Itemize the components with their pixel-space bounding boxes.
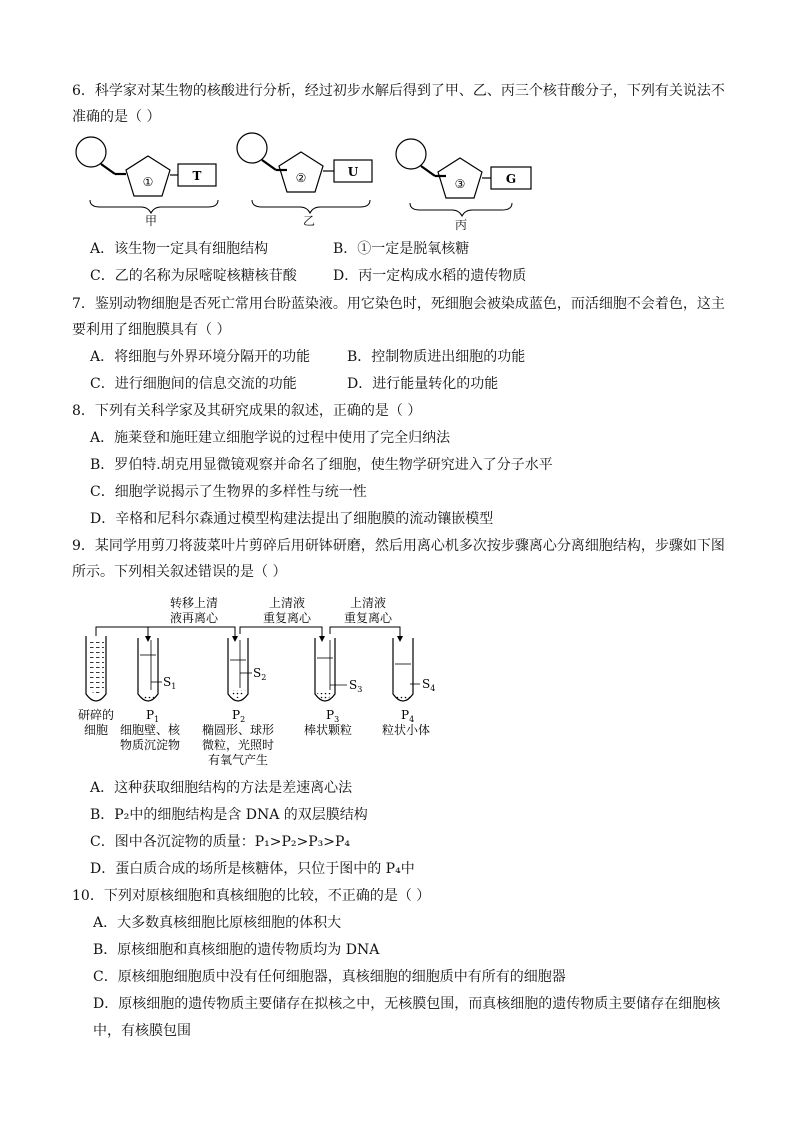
- base-letter: U: [347, 165, 359, 179]
- tube0-desc-l1: 研碎的: [77, 708, 115, 722]
- p1-desc-l2: 物质沉淀物: [119, 738, 181, 752]
- q6-option-b[interactable]: B．①一定是脱氧核糖: [333, 241, 470, 257]
- s3-label: $S_3$: [349, 678, 363, 694]
- sugar-number: ③: [454, 177, 466, 191]
- p2-desc-l3: 有氧气产生: [207, 753, 269, 767]
- q10-option-b[interactable]: B．原核细胞和真核细胞的遗传物质均为 DNA: [93, 942, 380, 958]
- base-letter: T: [192, 169, 202, 183]
- step3-label-l2: 重复离心: [343, 611, 393, 625]
- molecule-caption-bing: 丙: [455, 218, 468, 232]
- s1-label: $S_1$: [163, 675, 177, 691]
- q7-option-c[interactable]: C．进行细胞间的信息交流的功能: [90, 376, 297, 392]
- s2-label: $S_2$: [253, 666, 267, 682]
- tube-p1: [138, 638, 162, 701]
- q9-option-a[interactable]: A．这种获取细胞结构的方法是差速离心法: [90, 780, 353, 796]
- q10-option-c[interactable]: C．原核细胞细胞质中没有任何细胞器，真核细胞的细胞质中有所有的细胞器: [93, 969, 566, 985]
- q8-option-d[interactable]: D．辛格和尼科尔森通过模型构建法提出了细胞膜的流动镶嵌模型: [90, 511, 494, 527]
- base-letter: G: [505, 172, 517, 186]
- p1-label: $P_1$: [146, 708, 160, 724]
- q6-option-d[interactable]: D．丙一定构成水稻的遗传物质: [333, 268, 527, 284]
- q10-option-a[interactable]: A．大多数真核细胞比原核细胞的体积大: [93, 915, 342, 931]
- q9-option-d[interactable]: D．蛋白质合成的场所是核糖体，只位于图中的 P₄中: [90, 861, 415, 877]
- q6-stem-line2: 准确的是（ ）: [72, 109, 161, 125]
- tube-p2: [228, 638, 252, 701]
- q9-stem-line2: 所示。下列相关叙述错误的是（ ）: [72, 564, 287, 580]
- q8-option-c[interactable]: C．细胞学说揭示了生物界的多样性与统一性: [90, 484, 367, 500]
- q8-option-a[interactable]: A．施莱登和施旺建立细胞学说的过程中使用了完全归纳法: [90, 430, 451, 446]
- q9-option-b[interactable]: B．P₂中的细胞结构是含 DNA 的双层膜结构: [90, 807, 368, 823]
- p2-label: $P_2$: [232, 708, 246, 724]
- p3-desc-l1: 棒状颗粒: [303, 723, 353, 737]
- q8-option-b[interactable]: B．罗伯特.胡克用显微镜观察并命名了细胞，使生物学研究进入了分子水平: [90, 457, 553, 473]
- q7-option-b[interactable]: B．控制物质进出细胞的功能: [347, 349, 526, 365]
- q9-option-c[interactable]: C．图中各沉淀物的质量：P₁>P₂>P₃>P₄: [90, 834, 351, 850]
- molecule-caption-yi: 乙: [303, 214, 316, 228]
- sugar-number: ①: [142, 175, 154, 189]
- p4-label: $P_4$: [401, 708, 415, 724]
- q7-stem-line2: 要利用了细胞膜具有（ ）: [72, 322, 231, 338]
- tube-ground-cells: [86, 636, 106, 701]
- p2-desc-l1: 椭圆形、球形: [201, 723, 275, 737]
- q10-stem: 10．下列对原核细胞和真核细胞的比较，不正确的是（ ）: [72, 888, 431, 904]
- tube0-desc-l2: 细胞: [83, 723, 109, 737]
- s4-label: $S_4$: [422, 677, 436, 693]
- sugar-number: ②: [295, 171, 307, 185]
- tube-p3: [315, 638, 347, 701]
- q8-stem: 8．下列有关科学家及其研究成果的叙述，正确的是（ ）: [72, 403, 422, 419]
- step2-label-l1: 上清液: [268, 596, 306, 610]
- q6-option-c[interactable]: C．乙的名称为尿嘧啶核糖核苷酸: [90, 268, 297, 284]
- p4-desc-l1: 粒状小体: [381, 723, 431, 737]
- q10-option-d-line2[interactable]: 中，有核膜包围: [93, 1023, 191, 1039]
- q7-stem-line1: 7．鉴别动物细胞是否死亡常用台盼蓝染液。用它染色时，死细胞会被染成蓝色，而活细胞不会着色，这主: [72, 296, 725, 312]
- step3-label-l1: 上清液: [349, 596, 387, 610]
- q7-option-a[interactable]: A．将细胞与外界环境分隔开的功能: [90, 349, 311, 365]
- q9-stem-line1: 9．某同学用剪刀将菠菜叶片剪碎后用研钵研磨，然后用离心机多次按步骤离心分离细胞结构，步骤如下图: [72, 538, 725, 554]
- p3-label: $P_3$: [326, 708, 340, 724]
- step2-label-l2: 重复离心: [262, 611, 312, 625]
- q10-option-d-line1[interactable]: D．原核细胞的遗传物质主要储存在拟核之中，无核膜包围，而真核细胞的遗传物质主要储存在细胞核: [93, 996, 721, 1012]
- p1-desc-l1: 细胞壁、核: [119, 723, 181, 737]
- step1-label-l1: 转移上清: [169, 596, 219, 610]
- p2-desc-l2: 微粒，光照时: [201, 738, 275, 752]
- tube-p4: [393, 638, 420, 701]
- q7-option-d[interactable]: D．进行能量转化的功能: [347, 376, 499, 392]
- q6-option-a[interactable]: A．该生物一定具有细胞结构: [90, 241, 269, 257]
- q6-stem-line1: 6．科学家对某生物的核酸进行分析，经过初步水解后得到了甲、乙、丙三个核苷酸分子，下列有关说法不: [72, 83, 725, 99]
- step1-label-l2: 液再离心: [169, 611, 219, 625]
- molecule-caption-jia: 甲: [145, 214, 158, 228]
